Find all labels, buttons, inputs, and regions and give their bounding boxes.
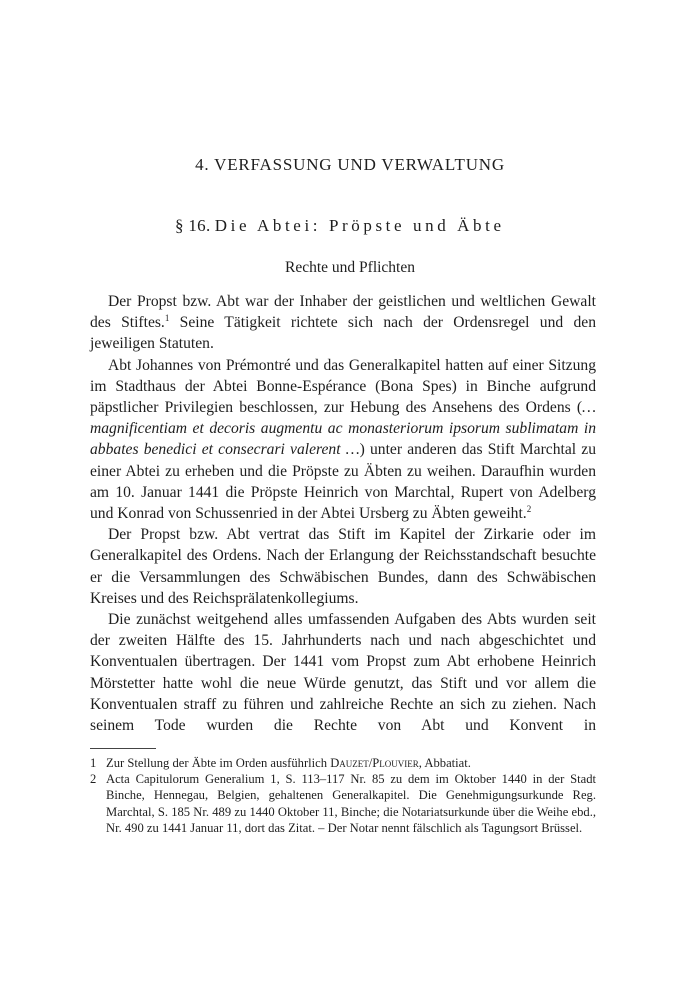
paragraph-2-text-a: Abt Johannes von Prémontré und das Generalkapitel hatten auf einer Sitzung im Stadthaus der Abtei Bonne-Espérance (Bona Spes) in Binche aufgrund päpstlicher Privilegien beschlossen, zur Hebung des Ansehens des Ordens (	[90, 356, 596, 417]
footnote-2-number: 2	[90, 772, 97, 787]
footnote-1-text-b: , Abbatiat.	[418, 756, 471, 770]
paragraph-2-text-b: ) unter anderen das Stift Marchtal zu einer Abtei zu erheben und die Pröpste zu Äbten zu weihen. Daraufhin wurden am 10. Januar 1441 die Pröpste Heinrich von Marchtal, Rupert von Adelberg und Konrad von Schussenried in der Abtei Ursberg zu Äbten geweiht.	[90, 441, 596, 523]
latin-quotation: … magnificentiam et decoris augmentu ac monasteriorum ipsorum sublimatam in abbates benedici et consecrari valerent …	[90, 399, 596, 459]
footnote-ref-1[interactable]: 1	[164, 313, 170, 324]
section-heading	[175, 216, 505, 236]
footnote-1-text-a: Zur Stellung der Äbte im Orden ausführlich	[106, 756, 331, 770]
footnote-2-text: Acta Capitulorum Generalium 1, S. 113–117 Nr. 85 zu dem im Oktober 1440 in der Stadt Binche, Hennegau, Belgien, gehaltenen Generalkapitel. Die Genehmigungsurkunde Reg. Marchtal, S. 185 Nr. 489 zu 1440 Oktober 11, Binche; die Notariatsurkunde über die Weihe ebd., Nr. 490 zu 1441 Januar 11, dort das Zitat. – Der Notar nennt fälschlich als Tagungsort Brüssel.	[106, 772, 596, 835]
section-title: Die Abtei: Pröpste und Äbte	[214, 216, 505, 235]
subheading: Rechte und Pflichten	[285, 259, 415, 276]
section-number: § 16.	[175, 216, 211, 235]
paragraph-4: Die zunächst weitgehend alles umfassenden Aufgaben des Abts wurden seit der zweiten Hälfte des 15. Jahrhunderts nach und nach abgeschichtet und Konventualen übertragen. Der 1441 vom Propst zum Abt erhobene Heinrich Mörstetter hatte wohl die neue Würde genutzt, das Stift und vor allem die Konventualen straff zu führen und zahlreiche Rechte an sich zu ziehen. Nach seinem Tode wurden die Rechte von Abt und Konvent in	[90, 611, 596, 735]
paragraph-1	[90, 291, 596, 355]
paragraph-3: Der Propst bzw. Abt vertrat das Stift im Kapitel der Zirkarie oder im Generalkapitel des Ordens. Nach der Erlangung der Reichsstandschaft besuchte er die Versammlungen des Schwäbischen Bundes, dann des Schwäbischen Kreises und des Reichsprälatenkollegiums.	[90, 526, 596, 607]
footnote-2	[90, 771, 596, 836]
paragraph-1-text-a: Der Propst bzw. Abt war der Inhaber der geistlichen und weltlichen Gewalt des Stiftes.	[90, 293, 596, 332]
paragraph-2	[90, 355, 596, 525]
footnote-separator	[90, 748, 156, 749]
body-text	[90, 291, 596, 736]
paragraph-1-text-b: Seine Tätigkeit richtete sich nach der Ordensregel und den jeweiligen Statuten.	[90, 314, 596, 353]
footnote-1-number: 1	[90, 756, 97, 770]
footnote-1-author: Dauzet/Plouvier	[330, 756, 419, 770]
footnote-ref-2[interactable]: 2	[526, 504, 532, 515]
footnote-1	[90, 755, 596, 771]
footnotes	[90, 755, 596, 836]
chapter-heading: 4. VERFASSUNG UND VERWALTUNG	[195, 155, 505, 174]
